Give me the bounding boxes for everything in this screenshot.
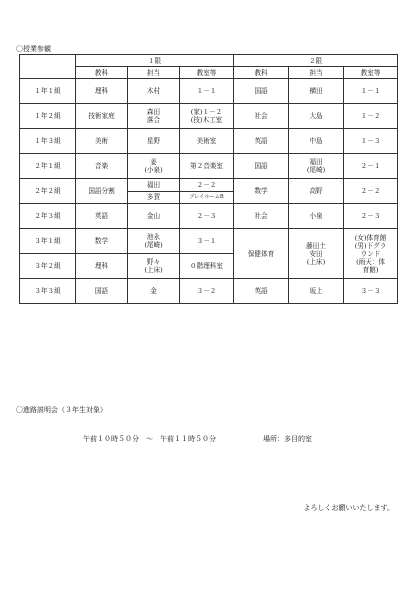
table-row [20,229,398,254]
cell: 国語 [234,79,289,104]
cell: 福田 [128,179,180,192]
class-name: １年１組 [20,79,76,104]
pe-subject: 保健体育 [234,229,289,279]
cell: 美術室 [180,129,234,154]
cell: 英語 [76,204,128,229]
section-heading-observation: 〇授業参観 [16,45,51,53]
cell: 国語 [76,279,128,304]
class-name: ２年２組 [20,179,76,204]
cell: ３－２ [180,279,234,304]
class-name: １年３組 [20,129,76,154]
cell: (家)１－２ (技)木工室 [180,104,234,129]
cell: ０階理科室 [180,254,234,279]
cell: 国語分割 [76,179,128,204]
cell: １－１ [180,79,234,104]
table-row [20,179,398,192]
cell: ２－３ [180,204,234,229]
cell: 中島 [289,129,344,154]
cell: １－３ [344,129,398,154]
table-row [20,79,398,104]
cell: 英語 [234,129,289,154]
class-name: １年２組 [20,104,76,129]
period-1-header: １限 [76,55,234,67]
cell: 金山 [128,204,180,229]
cell: 木村 [128,79,180,104]
pe-teacher: 藤田土 安田 (上床) [289,229,344,279]
col-header-room: 教室等 [344,67,398,79]
closing-remark: よろしくお願いいたします。 [303,504,394,512]
class-name: ３年２組 [20,254,76,279]
cell: ２－３ [344,204,398,229]
section-heading-career-meeting: 〇進路説明会（３年生対象） [16,406,107,414]
col-header-room: 教室等 [180,67,234,79]
cell: 金 [128,279,180,304]
cell: ３－３ [344,279,398,304]
cell: 第２音楽室 [180,154,234,179]
class-name: ２年１組 [20,154,76,179]
meeting-time: 午前１０時５０分 ～ 午前１１時５０分 [83,435,216,443]
cell: 福田 (尾崎) [289,154,344,179]
cell: 美術 [76,129,128,154]
cell: ２－２ [180,179,234,192]
cell: 小泉 [289,204,344,229]
cell: １－１ [344,79,398,104]
cell: 数学 [76,229,128,254]
cell: 野々 (上床) [128,254,180,279]
cell: 池永 (尾崎) [128,229,180,254]
header-corner [20,55,76,79]
cell: 数学 [234,179,289,204]
cell: 社会 [234,104,289,129]
cell: ３－１ [180,229,234,254]
cell: 技術家庭 [76,104,128,129]
cell: 英語 [234,279,289,304]
col-header-subject: 教科 [76,67,128,79]
meeting-place: 場所：多目的室 [263,435,312,443]
schedule-table [19,54,398,304]
cell: ２－２ [344,179,398,204]
cell: 多賀 [128,191,180,204]
table-row [20,154,398,179]
period-2-header: ２限 [234,55,398,67]
cell: 高野 [289,179,344,204]
cell: 大島 [289,104,344,129]
class-name: ３年１組 [20,229,76,254]
cell: 星野 [128,129,180,154]
cell: 音楽 [76,154,128,179]
cell: 坂上 [289,279,344,304]
cell: ２－１ [344,154,398,179]
table-row [20,129,398,154]
table-row [20,204,398,229]
col-header-subject: 教科 [234,67,289,79]
pe-room: (女)体育館 (男)下グラ ウンド (雨天：体 育館) [344,229,398,279]
cell: 国語 [234,154,289,179]
cell: １－２ [344,104,398,129]
cell: 森田 落合 [128,104,180,129]
cell: プレイルームB [180,191,234,204]
table-row [20,104,398,129]
col-header-teacher: 担当 [289,67,344,79]
cell: 理科 [76,254,128,279]
cell: 姜 (小泉) [128,154,180,179]
class-name: ２年３組 [20,204,76,229]
class-name: ３年３組 [20,279,76,304]
table-row [20,279,398,304]
cell: 社会 [234,204,289,229]
col-header-teacher: 担当 [128,67,180,79]
cell: 理科 [76,79,128,104]
cell: 横田 [289,79,344,104]
